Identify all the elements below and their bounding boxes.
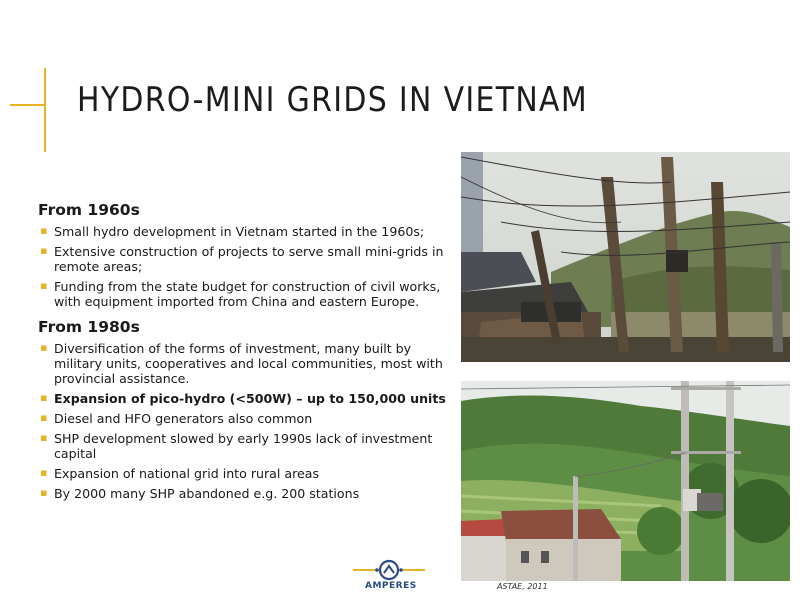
section-heading-1980s: From 1980s [38,318,140,336]
bullet-text: Extensive construction of projects to serve small mini-grids in remote areas; [54,244,444,274]
bullet-text: Expansion of pico-hydro (<500W) – up to 150,000 units [54,391,446,406]
bullet-icon: ▪ [40,244,48,257]
list-item [38,431,448,461]
bullet-text: Diesel and HFO generators also common [54,411,313,426]
list-item [38,411,448,426]
logo-text: AMPERES [365,581,417,591]
bullet-text: SHP development slowed by early 1990s lack of investment capital [54,431,433,461]
bullet-icon: ▪ [40,391,48,404]
section-heading-1960s: From 1960s [38,201,140,219]
slide-content [38,200,448,506]
list-item [38,244,448,274]
list-item [38,466,448,481]
bullet-text: Funding from the state budget for construction of civil works, with equipment imported from China and eastern Europe. [54,279,441,309]
title-accent-vertical-line [44,68,46,152]
bullet-icon: ▪ [40,224,48,237]
photo-wooden-poles-village [461,152,790,362]
list-item [38,391,448,406]
bullet-text: Small hydro development in Vietnam started in the 1960s; [54,224,425,239]
photo-credit: ASTAE, 2011 [497,582,548,591]
bullet-icon: ▪ [40,341,48,354]
list-item [38,341,448,386]
bullet-list-1980s [38,341,448,501]
amperes-logo-icon [353,559,425,581]
slide-title: HYDRO-MINI GRIDS IN VIETNAM [77,80,588,120]
title-accent-horizontal-line [10,104,45,106]
bullet-icon: ▪ [40,279,48,292]
bullet-list-1960s [38,224,448,309]
bullet-text: Expansion of national grid into rural areas [54,466,320,481]
amperes-logo [353,559,425,593]
bullet-icon: ▪ [40,411,48,424]
photo-concrete-poles-hills [461,381,790,581]
bullet-icon: ▪ [40,431,48,444]
list-item [38,279,448,309]
list-item [38,486,448,501]
list-item [38,224,448,239]
bullet-icon: ▪ [40,486,48,499]
bullet-text: By 2000 many SHP abandoned e.g. 200 stations [54,486,360,501]
bullet-icon: ▪ [40,466,48,479]
bullet-text: Diversification of the forms of investment, many built by military units, cooperatives and local communities, most with provincial assistance. [54,341,443,386]
